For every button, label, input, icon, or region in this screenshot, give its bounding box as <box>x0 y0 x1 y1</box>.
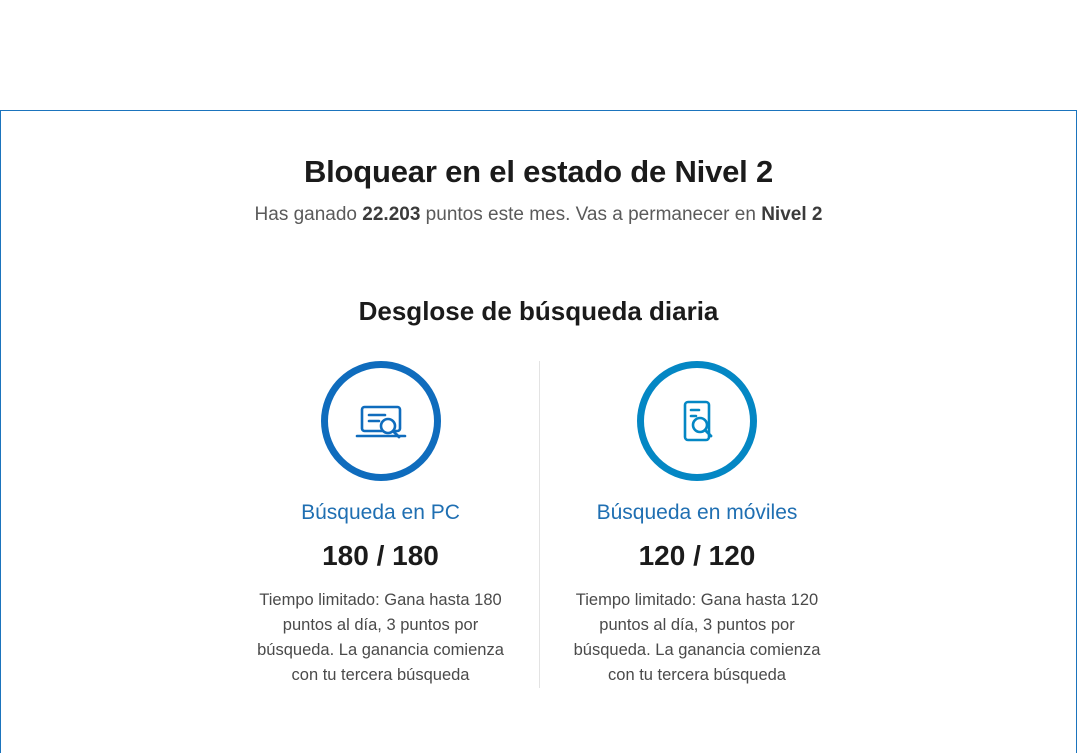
status-subtitle-part1: Has ganado <box>254 204 363 225</box>
status-subtitle-part2: puntos este mes. Vas a permanecer en <box>420 204 762 225</box>
mobile-search-icon <box>637 361 757 481</box>
top-blank-area <box>0 0 1077 110</box>
rewards-panel <box>0 110 1077 753</box>
pc-search-icon <box>321 361 441 481</box>
status-subtitle <box>1 204 1076 226</box>
card-mobile-count: 120 / 120 <box>638 540 756 571</box>
section-title: Desglose de búsqueda diaria <box>358 296 719 326</box>
card-mobile-search[interactable] <box>539 361 855 688</box>
daily-search-cards <box>1 361 1076 688</box>
card-pc-title: Búsqueda en PC <box>301 501 460 524</box>
page-title: Bloquear en el estado de Nivel 2 <box>303 154 774 189</box>
card-pc-search[interactable] <box>223 361 539 688</box>
card-pc-description: Tiempo limitado: Gana hasta 180 puntos al día, 3 puntos por búsqueda. La ganancia comienza con tu tercera búsqueda <box>257 591 504 684</box>
card-mobile-title: Búsqueda en móviles <box>596 501 798 524</box>
card-pc-count: 180 / 180 <box>322 540 439 571</box>
status-points-value: 22.203 <box>362 204 421 225</box>
card-mobile-description: Tiempo limitado: Gana hasta 120 puntos al día, 3 puntos por búsqueda. La ganancia comienza con tu tercera búsqueda <box>573 591 821 684</box>
status-level-value: Nivel 2 <box>761 204 823 225</box>
